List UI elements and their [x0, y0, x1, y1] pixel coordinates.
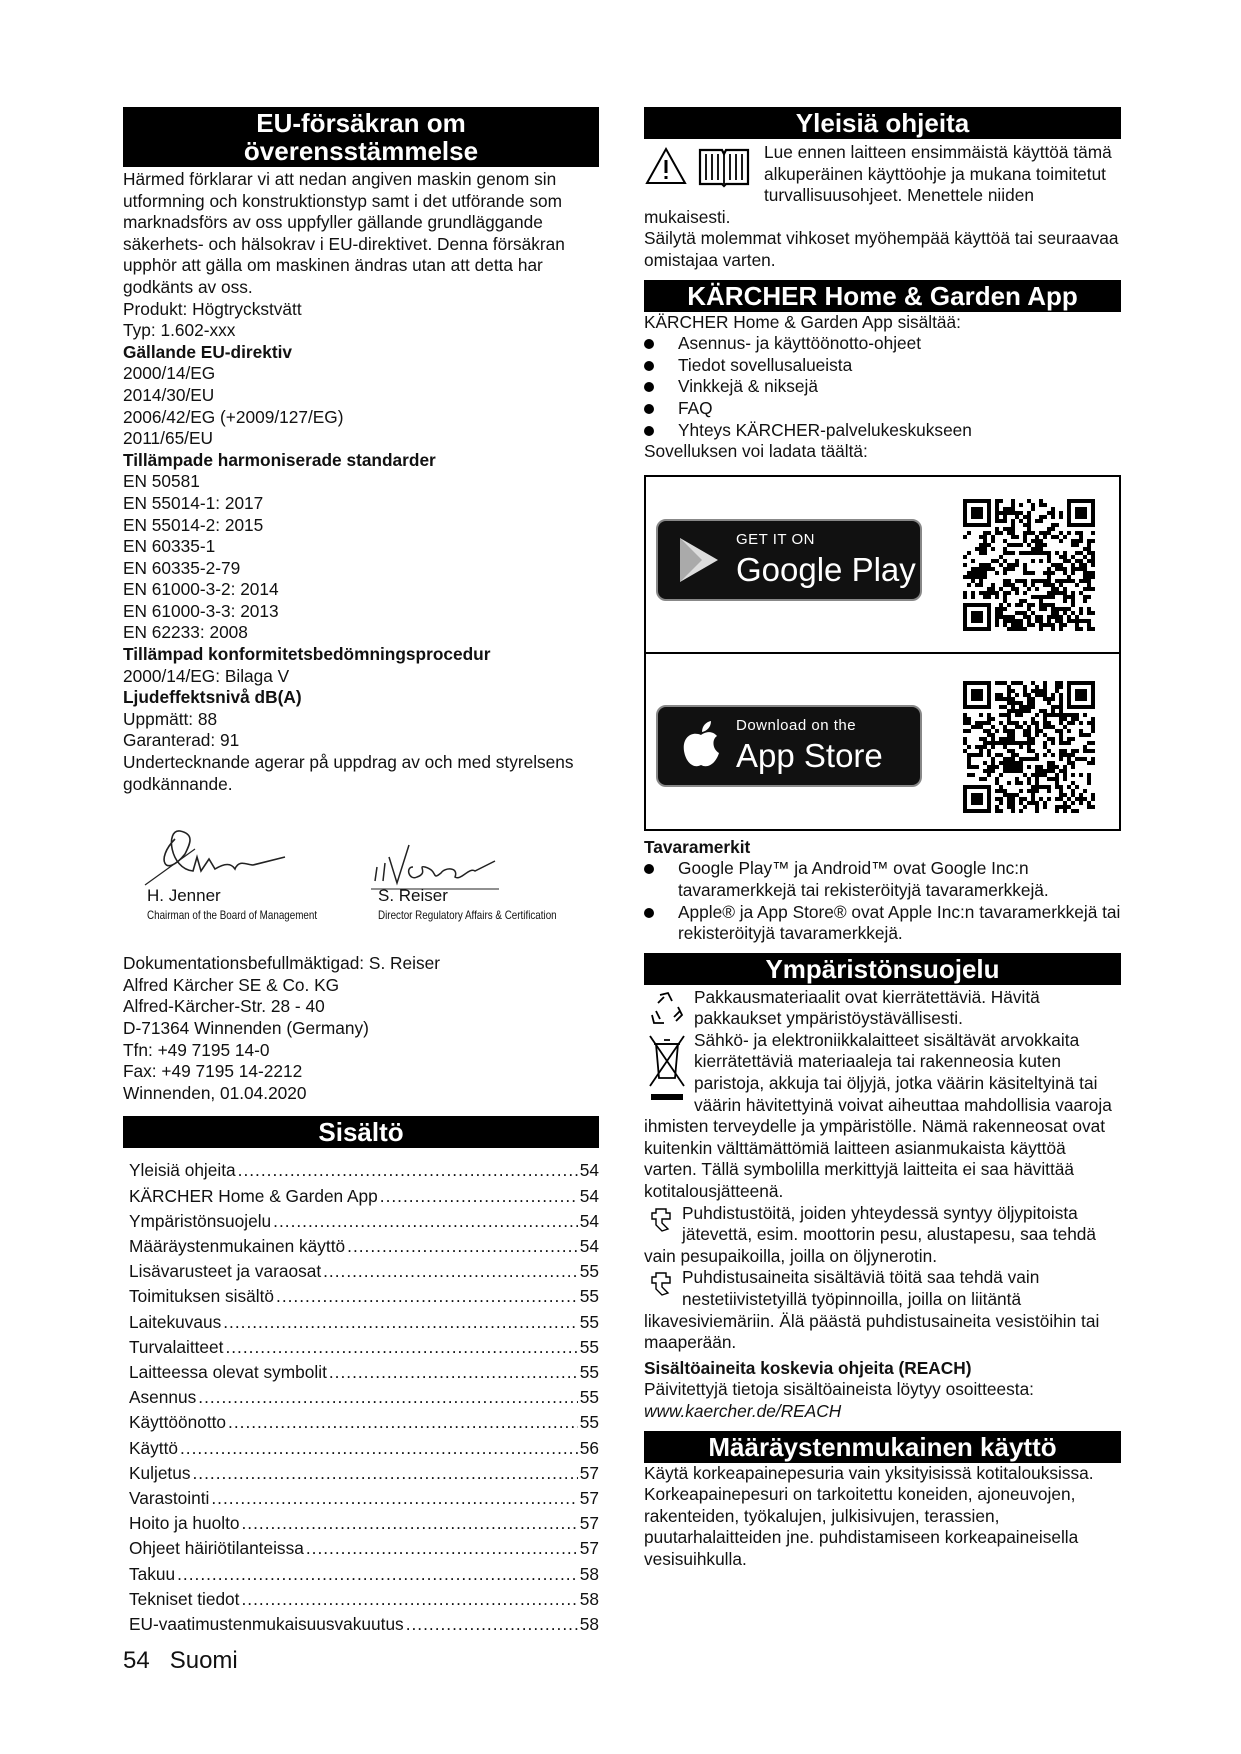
directive: 2014/30/EU	[123, 384, 215, 405]
toc-entry[interactable]: Takuu ..... 58	[129, 1562, 599, 1587]
apple-icon	[680, 719, 722, 771]
manual-book-icon	[696, 144, 752, 188]
toc-entry[interactable]: Turvalaitteet ..... 55	[129, 1335, 599, 1360]
recycling-icon	[648, 989, 686, 1029]
signatory-1-role: Chairman of the Board of Management	[147, 908, 318, 923]
list-item: FAQ	[644, 398, 1121, 420]
app-intro: KÄRCHER Home & Garden App sisältää:	[644, 311, 961, 332]
qr-code-google-play	[963, 499, 1095, 631]
env-oil-wash: Puhdistustöitä, joiden yhteydessä syntyy öljypitoista jätevettä, esim. moottorin pesu, alustapesu, saa tehdä vain pesupaikoilla, joilla on öljynerotin.	[644, 1202, 1097, 1266]
signatory-2-role: Director Regulatory Affairs & Certification	[378, 908, 557, 923]
google-play-badge[interactable]	[656, 519, 922, 601]
page-number: 54	[123, 1647, 150, 1674]
standard: EN 55014-2: 2015	[123, 514, 264, 535]
general-notice	[644, 142, 1121, 228]
table-of-contents	[123, 1158, 599, 1637]
environment-heading: Ympäristönsuojelu	[644, 953, 1121, 985]
google-play-label: Google Play	[736, 550, 916, 588]
app-store-box	[644, 475, 1121, 831]
eu-intro: Härmed förklarar vi att nedan angiven maskin genom sin utformning och konstruktionstyp samt i det utförande som marknadsförs av oss uppfyller gällande grundläggande säkerhets- och hälsokrav i EU-direktivet. Denna försäkran upphör att gälla om maskinen ändras utan att detta har godkänts av oss.	[123, 169, 565, 297]
toc-entry[interactable]: EU-vaatimustenmukaisuusvakuutus ..... 58	[129, 1612, 599, 1637]
procedure-value: 2000/14/EG: Bilaga V	[123, 665, 290, 686]
qr-code-app-store	[963, 681, 1095, 813]
standard: EN 50581	[123, 471, 200, 492]
standard: EN 61000-3-2: 2014	[123, 579, 279, 600]
env-packaging: Pakkausmateriaalit ovat kierrätettäviä. Hävitä pakkaukset ympäristöystävällisesti.	[644, 987, 1121, 1030]
product-line: Produkt: Högtryckstvätt	[123, 298, 302, 319]
toc-entry[interactable]: Käyttöönotto ..... 55	[129, 1410, 599, 1435]
google-play-icon	[676, 535, 722, 585]
address-line: Dokumentationsbefullmäktigad: S. Reiser	[123, 953, 440, 974]
standard: EN 62233: 2008	[123, 622, 248, 643]
intended-use-text-1: Käytä korkeapainepesuria vain yksityisissä kotitalouksissa.	[644, 1462, 1094, 1483]
bullet-icon	[644, 382, 654, 392]
bullet-icon	[644, 426, 654, 436]
eu-declaration-heading: EU-försäkran om överensstämmelse	[123, 107, 599, 167]
toc-entry[interactable]: Varastointi ..... 57	[129, 1486, 599, 1511]
standard: EN 60335-1	[123, 536, 216, 557]
intended-use-heading: Määräystenmukainen käyttö	[644, 1431, 1121, 1463]
page-footer	[123, 1647, 238, 1675]
signature-block	[123, 819, 599, 937]
google-play-small: GET IT ON	[736, 530, 815, 548]
signature-reiser	[369, 837, 519, 892]
list-item: Apple® ja App Store® ovat Apple Inc:n tavaramerkkejä tai rekisteröityjä tavaramerkkejä.	[644, 902, 1121, 945]
address-line: Alfred-Kärcher-Str. 28 - 40	[123, 996, 325, 1017]
address-line: Fax: +49 7195 14-2212	[123, 1061, 303, 1082]
list-item: Yhteys KÄRCHER-palvelukeskukseen	[644, 420, 1121, 442]
reach-link[interactable]: www.kaercher.de/REACH	[644, 1400, 842, 1421]
signature-jenner	[135, 819, 295, 889]
signatory-2-name: S. Reiser	[378, 886, 448, 906]
intended-use-text-2: Korkeapainepesuri on tarkoitettu koneiden, ajoneuvojen, rakenteiden, työkalujen, julkisivujen, terassien, puutarhalaitteiden jne. puhdistamiseen korkeapaineisella vesisuihkulla.	[644, 1484, 1079, 1569]
bullet-icon	[644, 908, 654, 918]
env-detergent: Puhdistusaineita sisältäviä töitä saa tehdä vain nestetiivistetyillä työpinnoilla, joilla on liitäntä likavesiviemäriin. Älä päästä puhdistusaineita vesistöihin tai maaperään.	[644, 1267, 1100, 1353]
water-tap-icon	[648, 1207, 674, 1233]
list-item: Google Play™ ja Android™ ovat Google Inc:n tavaramerkkejä tai rekisteröityjä tavaramerkkejä.	[644, 858, 1121, 901]
crossed-bin-icon	[648, 1032, 686, 1104]
bullet-icon	[644, 361, 654, 371]
signatory-1-name: H. Jenner	[147, 886, 221, 906]
toc-entry[interactable]: Laitekuvaus ..... 55	[129, 1310, 599, 1335]
procedure-heading: Tillämpad konformitetsbedömningsprocedur	[123, 644, 491, 665]
bullet-icon	[644, 404, 654, 414]
language-label: Suomi	[169, 1647, 238, 1674]
address-line: Tfn: +49 7195 14-0	[123, 1039, 270, 1060]
app-store-small: Download on the	[736, 716, 857, 734]
divider	[646, 652, 1119, 654]
toc-entry[interactable]: Hoito ja huolto ..... 57	[129, 1511, 599, 1536]
general-text-1: Lue ennen laitteen ensimmäistä käyttöä tämä alkuperäinen käyttöohje ja mukana toimitetut turvallisuusohjeet. Menettele niiden mukaisesti.	[644, 142, 1112, 227]
standard: EN 61000-3-3: 2013	[123, 600, 279, 621]
app-download-text: Sovelluksen voi ladata täältä:	[644, 441, 868, 462]
signatories-text: Undertecknande agerar på uppdrag av och med styrelsens godkännande.	[123, 752, 574, 794]
bullet-icon	[644, 864, 654, 874]
app-feature-list	[644, 333, 1121, 441]
toc-entry[interactable]: Ohjeet häiriötilanteissa ..... 57	[129, 1536, 599, 1561]
directives-list	[123, 363, 599, 449]
standard: EN 60335-2-79	[123, 557, 241, 578]
app-store-badge[interactable]	[656, 705, 922, 787]
left-column	[123, 107, 599, 1637]
warning-icon	[644, 146, 688, 186]
reach-heading: Sisältöaineita koskevia ohjeita (REACH)	[644, 1357, 972, 1378]
toc-entry[interactable]: Lisävarusteet ja varaosat ..... 55	[129, 1259, 599, 1284]
toc-entry[interactable]: KÄRCHER Home & Garden App ..... 54	[129, 1184, 599, 1209]
general-heading: Yleisiä ohjeita	[644, 107, 1121, 139]
toc-entry[interactable]: Määräystenmukainen käyttö ..... 54	[129, 1234, 599, 1259]
toc-entry[interactable]: Tekniset tiedot ..... 58	[129, 1587, 599, 1612]
toc-entry[interactable]: Kuljetus ..... 57	[129, 1461, 599, 1486]
water-tap-icon	[648, 1271, 674, 1297]
standards-heading: Tillämpade harmoniserade standarder	[123, 449, 436, 470]
directive: 2011/65/EU	[123, 428, 213, 449]
standards-list	[123, 471, 599, 644]
list-item: Tiedot sovellusalueista	[644, 355, 1121, 377]
directive: 2006/42/EG (+2009/127/EG)	[123, 406, 344, 427]
trademarks-heading: Tavaramerkit	[644, 836, 751, 857]
address-line: Alfred Kärcher SE & Co. KG	[123, 974, 340, 995]
toc-entry[interactable]: Ympäristönsuojelu ..... 54	[129, 1209, 599, 1234]
toc-entry[interactable]: Toimituksen sisältö ..... 55	[129, 1284, 599, 1309]
directive: 2000/14/EG	[123, 363, 216, 384]
general-text-2: Säilytä molemmat vihkoset myöhempää käyttöä tai seuraavaa omistajaa varten.	[644, 228, 1119, 270]
directives-heading: Gällande EU-direktiv	[123, 341, 293, 362]
toc-entry[interactable]: Yleisiä ohjeita ..... 54	[129, 1158, 599, 1183]
toc-entry[interactable]: Käyttö ..... 56	[129, 1436, 599, 1461]
address-line: Winnenden, 01.04.2020	[123, 1082, 307, 1103]
list-item: Vinkkejä & niksejä	[644, 376, 1121, 398]
toc-entry[interactable]: Laitteessa olevat symbolit ..... 55	[129, 1360, 599, 1385]
noise-heading: Ljudeffektsnivå dB(A)	[123, 687, 302, 708]
list-item: Asennus- ja käyttöönotto-ohjeet	[644, 333, 1121, 355]
app-heading: KÄRCHER Home & Garden App	[644, 280, 1121, 312]
app-store-label: App Store	[736, 736, 883, 774]
reach-text: Päivitettyjä tietoja sisältöaineista löytyy osoitteesta:	[644, 1379, 1034, 1400]
env-weee: Sähkö- ja elektroniikkalaitteet sisältävät arvokkaita kierrätettäviä materiaaleja tai rakenneosia kuten paristoja, akkuja tai öljyjä, jotka väärin käsiteltyinä tai väärin hävitettyinä voivat aiheuttaa mahdollisia vaaroja ihmisten terveydelle ja ympäristölle. Nämä rakenneosat ovat kuitenkin välttämättömiä laitteen asianmukaista käyttöä varten. Tällä symbolilla merkittyjä laitteita ei saa hävittää kotitalousjätteenä.	[644, 1029, 1112, 1202]
toc-entry[interactable]: Asennus ..... 55	[129, 1385, 599, 1410]
right-column	[644, 107, 1121, 1571]
address-line: D-71364 Winnenden (Germany)	[123, 1018, 369, 1038]
bullet-icon	[644, 339, 654, 349]
standard: EN 55014-1: 2017	[123, 492, 264, 513]
noise-measured: Uppmätt: 88	[123, 708, 218, 729]
address-block	[123, 953, 599, 1104]
toc-heading: Sisältö	[123, 1116, 599, 1148]
type-line: Typ: 1.602-xxx	[123, 320, 236, 341]
noise-guaranteed: Garanterad: 91	[123, 730, 240, 751]
